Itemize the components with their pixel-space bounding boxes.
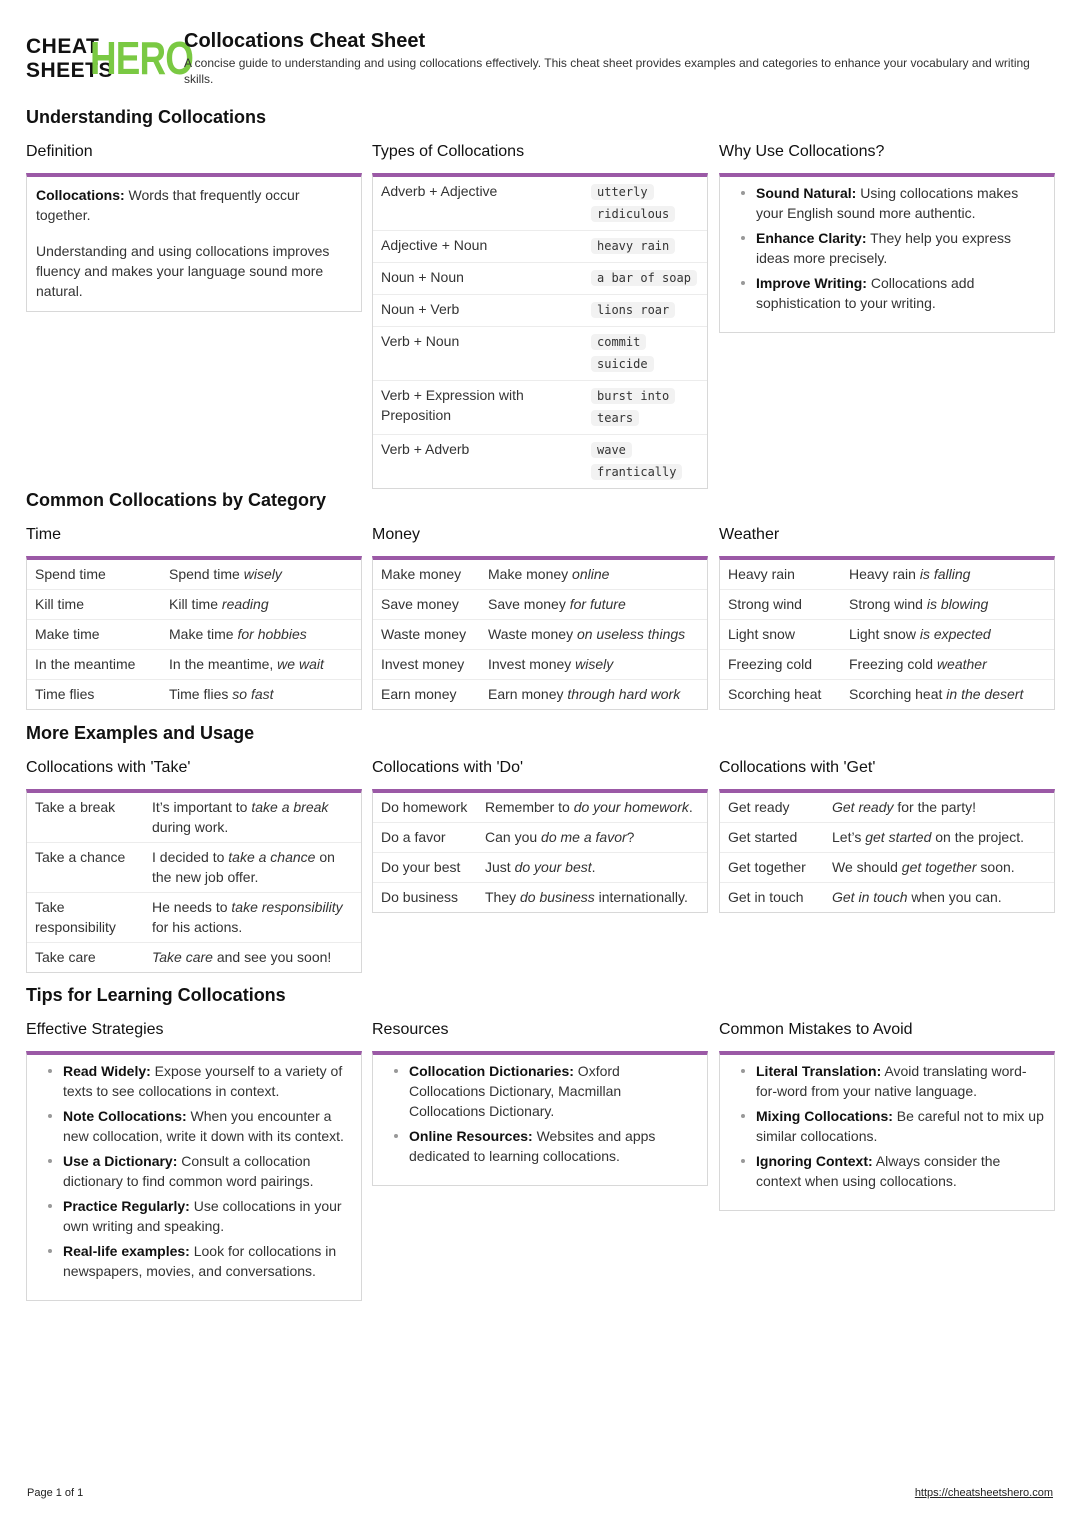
type-cell: Noun + Noun — [373, 263, 583, 295]
example-highlight: on useless things — [576, 626, 686, 642]
card-time — [26, 524, 362, 710]
example-highlight: reading — [221, 596, 269, 612]
example-highlight: Get ready — [832, 799, 894, 815]
card-body — [26, 1051, 362, 1301]
table-row — [27, 560, 361, 590]
example-prefix: Spend time — [169, 566, 244, 582]
definition-explanation: Understanding and using collocations improves fluency and makes your language sound more natural. — [36, 243, 330, 299]
example-cell — [144, 943, 361, 973]
list-item — [734, 1151, 1044, 1191]
example-highlight: do your best — [514, 859, 592, 875]
logo-cheat-text: CHEAT — [26, 35, 100, 58]
example-code: frantically — [591, 464, 682, 480]
list-item — [41, 1061, 351, 1101]
example-cell — [480, 590, 707, 620]
table-row — [27, 680, 361, 710]
list-item-term: Collocation Dictionaries: — [409, 1063, 574, 1079]
example-prefix: It’s important to — [152, 799, 252, 815]
definition-paragraph — [36, 185, 352, 225]
card-title: Time — [26, 526, 61, 543]
money-table — [373, 560, 707, 709]
type-cell: Verb + Noun — [373, 327, 583, 381]
example-code: suicide — [591, 356, 654, 372]
table-row — [720, 793, 1054, 823]
list-item-text: Using collocations makes your English sound more authentic. — [756, 185, 1019, 221]
example-highlight: so fast — [232, 686, 274, 702]
table-row — [373, 263, 707, 295]
card-definition — [26, 141, 362, 312]
example-cell — [583, 177, 707, 231]
list-item-text: Websites and apps dedicated to learning collocations. — [409, 1128, 656, 1164]
example-highlight: we wait — [277, 656, 324, 672]
list-item-text: Expose yourself to a variety of texts to see collocations in context. — [63, 1063, 343, 1099]
example-highlight: Take care — [152, 949, 213, 965]
example-prefix: They — [485, 889, 521, 905]
list-item — [41, 1151, 351, 1191]
collocation-cell: Time flies — [35, 686, 95, 702]
example-prefix: Freezing cold — [849, 656, 937, 672]
list-item — [41, 1196, 351, 1236]
table-row — [720, 590, 1054, 620]
example-highlight: for future — [569, 596, 626, 612]
table-row — [373, 650, 707, 680]
list-item-term: Real-life examples: — [63, 1243, 190, 1259]
section-title-category: Common Collocations by Category — [26, 490, 327, 510]
example-cell — [477, 823, 707, 853]
card-body — [26, 789, 362, 973]
section-title-examples: More Examples and Usage — [26, 723, 255, 743]
list-item-text: Oxford Collocations Dictionary, Macmillan Collocations Dictionary. — [409, 1063, 622, 1119]
list-item-text: Avoid translating word-for-word from your native language. — [756, 1063, 1027, 1099]
example-cell — [161, 590, 361, 620]
example-suffix: soon. — [976, 859, 1015, 875]
collocation-cell: Get started — [720, 823, 824, 853]
example-cell — [583, 263, 707, 295]
card-body — [372, 1051, 708, 1186]
type-cell: Adverb + Adjective — [373, 177, 583, 231]
example-highlight: is expected — [919, 626, 991, 642]
list-item-text: Collocations add sophistication to your writing. — [756, 275, 975, 311]
footer-link[interactable]: https://cheatsheetshero.com — [914, 1487, 1053, 1499]
example-cell — [583, 381, 707, 435]
table-row — [373, 435, 707, 489]
card-body — [372, 556, 708, 710]
example-prefix: Remember to — [485, 799, 574, 815]
list-item-text: Use collocations in your own writing and speaking. — [63, 1198, 342, 1234]
list-item-term: Online Resources: — [409, 1128, 533, 1144]
card-money — [372, 524, 708, 710]
example-prefix: Light snow — [849, 626, 920, 642]
collocation-cell: Spend time — [27, 560, 161, 590]
example-cell — [841, 650, 1054, 680]
example-suffix: ? — [626, 829, 635, 845]
list-item-term: Use a Dictionary: — [63, 1153, 178, 1169]
list-item-term: Literal Translation: — [756, 1063, 882, 1079]
example-prefix: Invest money — [488, 656, 576, 672]
example-cell — [480, 680, 707, 710]
card-body — [719, 173, 1055, 333]
table-row — [27, 893, 361, 943]
example-cell — [583, 231, 707, 263]
example-prefix: We should — [832, 859, 902, 875]
card-body — [719, 789, 1055, 913]
example-prefix: Waste money — [488, 626, 577, 642]
example-highlight: Get in touch — [832, 889, 908, 905]
collocation-cell: Get in touch — [728, 889, 804, 905]
example-highlight: weather — [936, 656, 987, 672]
list-item-term: Improve Writing: — [756, 275, 867, 291]
example-prefix: Strong wind — [849, 596, 927, 612]
cheatsheetshero-logo[interactable] — [26, 32, 194, 84]
example-prefix: Save money — [488, 596, 570, 612]
table-row — [373, 560, 707, 590]
list-item-term: Mixing Collocations: — [756, 1108, 893, 1124]
definition-term: Collocations: — [36, 187, 125, 203]
table-row — [373, 381, 707, 435]
type-cell: Verb + Adverb — [381, 441, 470, 457]
table-row — [373, 177, 707, 231]
table-row — [720, 560, 1054, 590]
list-item-term: Sound Natural: — [756, 185, 857, 201]
table-row — [720, 883, 1054, 913]
list-item — [734, 273, 1044, 313]
card-title: Weather — [719, 526, 780, 543]
example-cell — [477, 853, 707, 883]
example-highlight: is blowing — [926, 596, 989, 612]
card-do — [372, 757, 708, 913]
strategies-list — [27, 1055, 361, 1300]
table-row — [27, 943, 361, 973]
collocation-cell: Make time — [27, 620, 161, 650]
example-cell — [841, 620, 1054, 650]
example-prefix: I decided to — [152, 849, 229, 865]
table-row — [27, 620, 361, 650]
list-item — [734, 1061, 1044, 1101]
example-prefix: Let’s — [832, 829, 866, 845]
example-cell — [824, 823, 1054, 853]
collocation-cell: Strong wind — [720, 590, 841, 620]
table-row — [373, 590, 707, 620]
collocation-cell: Make money — [373, 560, 480, 590]
card-title: Resources — [372, 1021, 449, 1038]
collocation-cell: Heavy rain — [720, 560, 841, 590]
card-strategies — [26, 1019, 362, 1301]
example-suffix: during work. — [152, 819, 229, 835]
table-row — [373, 295, 707, 327]
list-item — [387, 1126, 697, 1166]
section-title-understanding: Understanding Collocations — [26, 107, 267, 127]
example-highlight: do your homework — [573, 799, 689, 815]
example-code: heavy rain — [591, 238, 675, 254]
example-prefix: Earn money — [488, 686, 568, 702]
table-row — [27, 843, 361, 893]
collocation-cell: Scorching heat — [728, 686, 822, 702]
example-prefix: Scorching heat — [849, 686, 947, 702]
list-item-term: Read Widely: — [63, 1063, 151, 1079]
example-suffix: . — [591, 859, 596, 875]
card-title: Collocations with 'Take' — [26, 759, 191, 776]
example-prefix: Kill time — [169, 596, 222, 612]
table-row — [720, 650, 1054, 680]
logo-sheets-text: SHEETS — [26, 59, 114, 82]
collocation-cell: Earn money — [381, 686, 457, 702]
example-cell — [480, 560, 707, 590]
example-highlight: wisely — [243, 566, 282, 582]
example-prefix: Just — [485, 859, 515, 875]
collocation-cell: Save money — [373, 590, 480, 620]
example-code: tears — [591, 410, 639, 426]
example-cell — [824, 853, 1054, 883]
card-title: Definition — [26, 143, 93, 160]
card-title: Collocations with 'Get' — [719, 759, 876, 776]
example-code: commit — [591, 334, 646, 350]
example-prefix: Time flies — [169, 686, 233, 702]
example-cell — [583, 295, 707, 327]
card-title: Why Use Collocations? — [719, 143, 885, 160]
example-highlight: wisely — [575, 656, 614, 672]
take-table — [27, 793, 361, 972]
example-code: burst into — [591, 388, 675, 404]
table-row — [720, 680, 1054, 710]
page-number: Page 1 of 1 — [27, 1487, 84, 1499]
definition-text: Words that frequently occur together. — [36, 187, 300, 223]
example-suffix: on the new job offer. — [152, 849, 335, 885]
example-highlight: do me a favor — [541, 829, 627, 845]
card-title: Effective Strategies — [26, 1021, 164, 1038]
collocation-cell: Do your best — [373, 853, 477, 883]
collocation-cell: Waste money — [373, 620, 480, 650]
table-row — [373, 231, 707, 263]
example-highlight: for hobbies — [237, 626, 307, 642]
card-body — [719, 1051, 1055, 1211]
page-title: Collocations Cheat Sheet — [184, 30, 426, 52]
card-why — [719, 141, 1055, 333]
example-highlight: take responsibility — [231, 899, 343, 915]
example-cell — [161, 650, 361, 680]
collocation-cell: Freezing cold — [720, 650, 841, 680]
collocation-cell: Kill time — [27, 590, 161, 620]
table-row — [720, 823, 1054, 853]
card-mistakes — [719, 1019, 1055, 1211]
example-suffix: internationally. — [594, 889, 688, 905]
example-cell — [583, 435, 707, 489]
why-list — [720, 177, 1054, 332]
example-suffix: . — [688, 799, 693, 815]
types-table — [373, 177, 707, 488]
list-item — [41, 1106, 351, 1146]
example-cell — [161, 560, 361, 590]
list-item-text: Always consider the context when using collocations. — [756, 1153, 1001, 1189]
logo-hero-text: HERO — [90, 32, 194, 84]
card-title: Money — [372, 526, 421, 543]
example-highlight: get started — [865, 829, 932, 845]
example-suffix: for the party! — [893, 799, 976, 815]
example-code: utterly — [591, 184, 654, 200]
collocation-cell: Invest money — [373, 650, 480, 680]
list-item-text: Be careful not to mix up similar collocations. — [756, 1108, 1044, 1144]
table-row — [373, 620, 707, 650]
list-item-term: Practice Regularly: — [63, 1198, 190, 1214]
table-row — [27, 590, 361, 620]
collocation-cell: Take a break — [27, 793, 144, 843]
example-cell — [841, 590, 1054, 620]
card-resources — [372, 1019, 708, 1186]
resources-list — [373, 1055, 707, 1185]
example-highlight: get together — [901, 859, 977, 875]
list-item-text: Look for collocations in newspapers, movies, and conversations. — [63, 1243, 337, 1279]
list-item-text: Consult a collocation dictionary to find common word pairings. — [63, 1153, 314, 1189]
collocation-cell: Do a favor — [373, 823, 477, 853]
example-prefix: Heavy rain — [849, 566, 920, 582]
mistakes-list — [720, 1055, 1054, 1210]
example-code: ridiculous — [591, 206, 675, 222]
card-body — [26, 173, 362, 312]
example-prefix: He needs to — [152, 899, 232, 915]
time-table — [27, 560, 361, 709]
page-header — [26, 30, 1056, 90]
collocation-cell: Take responsibility — [27, 893, 144, 943]
example-cell — [583, 327, 707, 381]
card-body — [719, 556, 1055, 710]
example-highlight: online — [572, 566, 610, 582]
collocation-cell: Do business — [381, 889, 459, 905]
collocation-cell: Do homework — [373, 793, 477, 823]
type-cell: Adjective + Noun — [373, 231, 583, 263]
example-prefix: Make time — [169, 626, 238, 642]
example-suffix: and see you soon! — [212, 949, 332, 965]
example-cell — [841, 560, 1054, 590]
table-row — [373, 853, 707, 883]
example-suffix: for his actions. — [152, 919, 243, 935]
card-get — [719, 757, 1055, 913]
example-cell — [144, 793, 361, 843]
example-suffix: when you can. — [907, 889, 1002, 905]
example-cell — [841, 680, 1054, 710]
example-cell — [477, 793, 707, 823]
table-row — [373, 793, 707, 823]
card-take — [26, 757, 362, 973]
collocation-cell: Get ready — [720, 793, 824, 823]
list-item — [734, 183, 1044, 223]
card-title: Types of Collocations — [372, 143, 525, 160]
card-weather — [719, 524, 1055, 710]
table-row — [373, 883, 707, 913]
table-row — [720, 620, 1054, 650]
list-item-text: They help you express ideas more precisely. — [756, 230, 1011, 266]
collocation-cell: Get together — [720, 853, 824, 883]
weather-table — [720, 560, 1054, 709]
example-highlight: is falling — [919, 566, 971, 582]
example-cell — [824, 883, 1054, 913]
example-cell — [480, 620, 707, 650]
card-types — [372, 141, 708, 489]
list-item — [734, 228, 1044, 268]
example-code: a bar of soap — [591, 270, 697, 286]
example-cell — [144, 893, 361, 943]
type-cell: Verb + Expression with Preposition — [373, 381, 583, 435]
card-title: Collocations with 'Do' — [372, 759, 524, 776]
card-body — [372, 173, 708, 489]
collocation-cell: Take a chance — [27, 843, 144, 893]
collocation-cell: Light snow — [720, 620, 841, 650]
example-prefix: In the meantime, — [169, 656, 278, 672]
collocation-cell: Take care — [35, 949, 96, 965]
get-table — [720, 793, 1054, 912]
collocation-cell: In the meantime — [27, 650, 161, 680]
list-item — [41, 1241, 351, 1281]
table-row — [373, 823, 707, 853]
list-item — [387, 1061, 697, 1121]
page-subtitle: A concise guide to understanding and using collocations effectively. This cheat sheet provides examples and categories to enhance your vocabulary and writing skills. — [184, 56, 1030, 86]
type-cell: Noun + Verb — [373, 295, 583, 327]
card-title: Common Mistakes to Avoid — [719, 1021, 913, 1038]
example-code: wave — [591, 442, 632, 458]
example-prefix: Make money — [488, 566, 573, 582]
table-row — [720, 853, 1054, 883]
example-highlight: take a break — [251, 799, 329, 815]
example-highlight: through hard work — [567, 686, 681, 702]
list-item-term: Enhance Clarity: — [756, 230, 867, 246]
example-cell — [161, 620, 361, 650]
card-body — [26, 556, 362, 710]
list-item-term: Ignoring Context: — [756, 1153, 873, 1169]
example-cell — [144, 843, 361, 893]
list-item — [734, 1106, 1044, 1146]
example-cell — [477, 883, 707, 913]
do-table — [373, 793, 707, 912]
card-body — [372, 789, 708, 913]
example-highlight: take a chance — [228, 849, 316, 865]
example-highlight: in the desert — [946, 686, 1024, 702]
list-item-term: Note Collocations: — [63, 1108, 187, 1124]
table-row — [373, 327, 707, 381]
example-code: lions roar — [591, 302, 675, 318]
example-prefix: Can you — [485, 829, 542, 845]
example-cell — [824, 793, 1054, 823]
example-cell — [161, 680, 361, 710]
section-title-tips: Tips for Learning Collocations — [26, 985, 286, 1005]
table-row — [373, 680, 707, 710]
example-highlight: do business — [520, 889, 595, 905]
example-cell — [480, 650, 707, 680]
table-row — [27, 650, 361, 680]
list-item-text: When you encounter a new collocation, write it down with its context. — [63, 1108, 344, 1144]
table-row — [27, 793, 361, 843]
example-suffix: on the project. — [931, 829, 1024, 845]
